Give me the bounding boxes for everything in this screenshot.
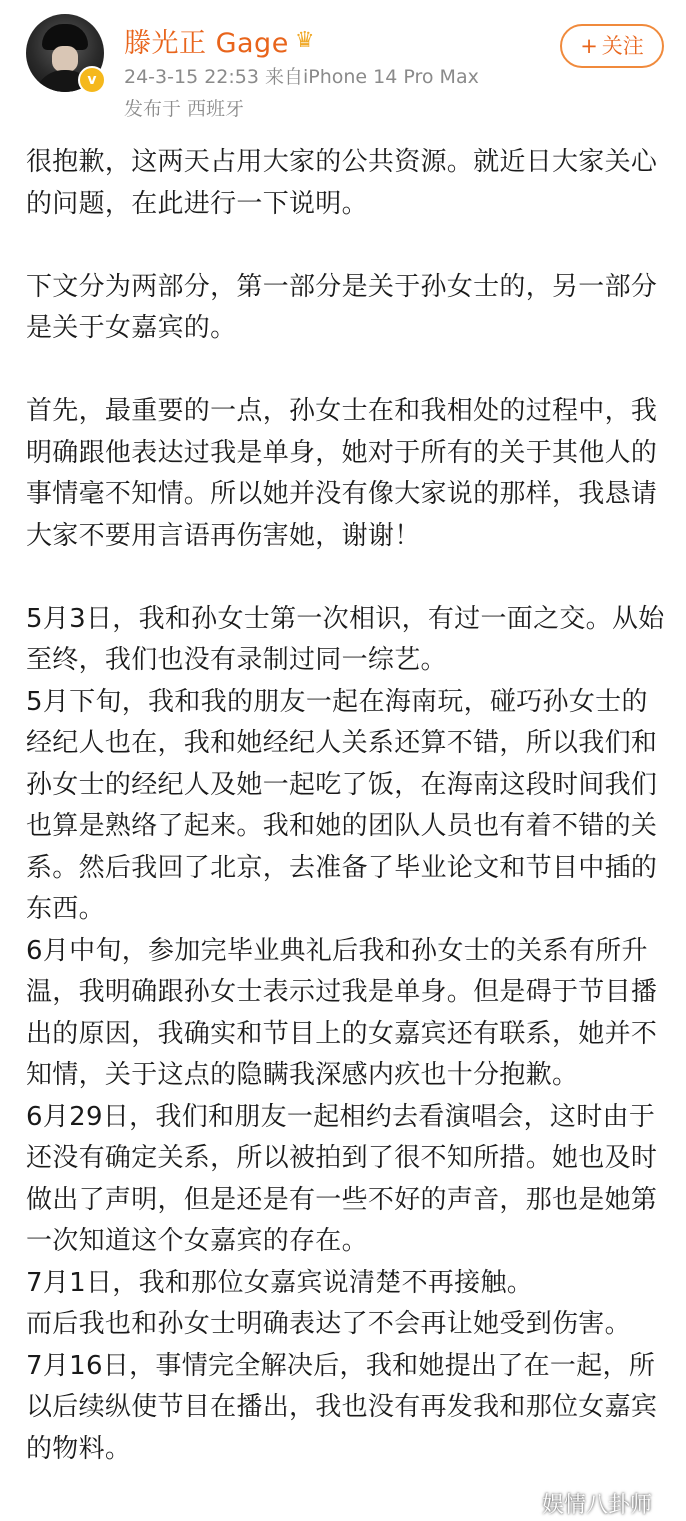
paragraph: 7月16日，事情完全解决后，我和她提出了在一起，所以后续纵使节目在播出，我也没有再发我和那位女嘉宾的物料。	[26, 1350, 658, 1464]
plus-icon: +	[580, 34, 598, 58]
post-meta: 24-3-15 22:53 来自iPhone 14 Pro Max	[124, 66, 479, 88]
crown-icon: ♛	[294, 27, 315, 53]
paragraph: 5月下旬，我和我的朋友一起在海南玩，碰巧孙女士的经纪人也在，我和她经纪人关系还算不错，所以我们和孙女士的经纪人及她一起吃了饭，在海南这段时间我们也算是熟络了起来。我和她的团队人员也有着不错的关系。然后我回了北京，去准备了毕业论文和节目中插的东西。	[26, 686, 658, 924]
post-header	[0, 0, 686, 130]
paragraph: 6月29日，我们和朋友一起相约去看演唱会，这时由于还没有确定关系，所以被拍到了很不知所措。她也及时做出了声明，但是还是有一些不好的声音，那也是她第一次知道这个女嘉宾的存在。	[26, 1101, 658, 1256]
paragraph: 很抱歉，这两天占用大家的公共资源。就近日大家关心的问题，在此进行一下说明。	[26, 147, 658, 219]
paragraph: 下文分为两部分，第一部分是关于孙女士的，另一部分是关于女嘉宾的。	[26, 271, 658, 343]
paragraph: 首先，最重要的一点，孙女士在和我相处的过程中，我明确跟他表达过我是单身，她对于所有的关于其他人的事情毫不知情。所以她并没有像大家说的那样，我恳请大家不要用言语再伤害她，谢谢！	[26, 396, 658, 551]
paragraph: 而后我也和孙女士明确表达了不会再让她受到伤害。	[26, 1309, 631, 1339]
follow-button[interactable]	[560, 24, 664, 68]
paragraph: 5月3日，我和孙女士第一次相识，有过一面之交。从始至终，我们也没有录制过同一综艺。	[26, 603, 665, 675]
post-body	[26, 142, 666, 1470]
paragraph: 6月中旬，参加完毕业典礼后我和孙女士的关系有所升温，我明确跟孙女士表示过我是单身。但是碍于节目播出的原因，我确实和节目上的女嘉宾还有联系，她并不知情，关于这点的隐瞒我深感内疚也十分抱歉。	[26, 935, 658, 1090]
verified-badge-icon: v	[78, 66, 106, 94]
paragraph-gap	[26, 225, 666, 267]
author-name[interactable]: 滕光正 Gage	[124, 27, 289, 59]
paragraph: 7月1日，我和那位女嘉宾说清楚不再接触。	[26, 1267, 534, 1298]
follow-label: 关注	[601, 34, 644, 58]
paragraph-gap	[26, 557, 666, 599]
avatar-face-shape	[52, 46, 78, 72]
watermark: 娱情八卦师	[542, 1493, 653, 1518]
post-location: 发布于 西班牙	[124, 98, 245, 120]
paragraph-gap	[26, 350, 666, 392]
author-name-row	[124, 22, 315, 58]
